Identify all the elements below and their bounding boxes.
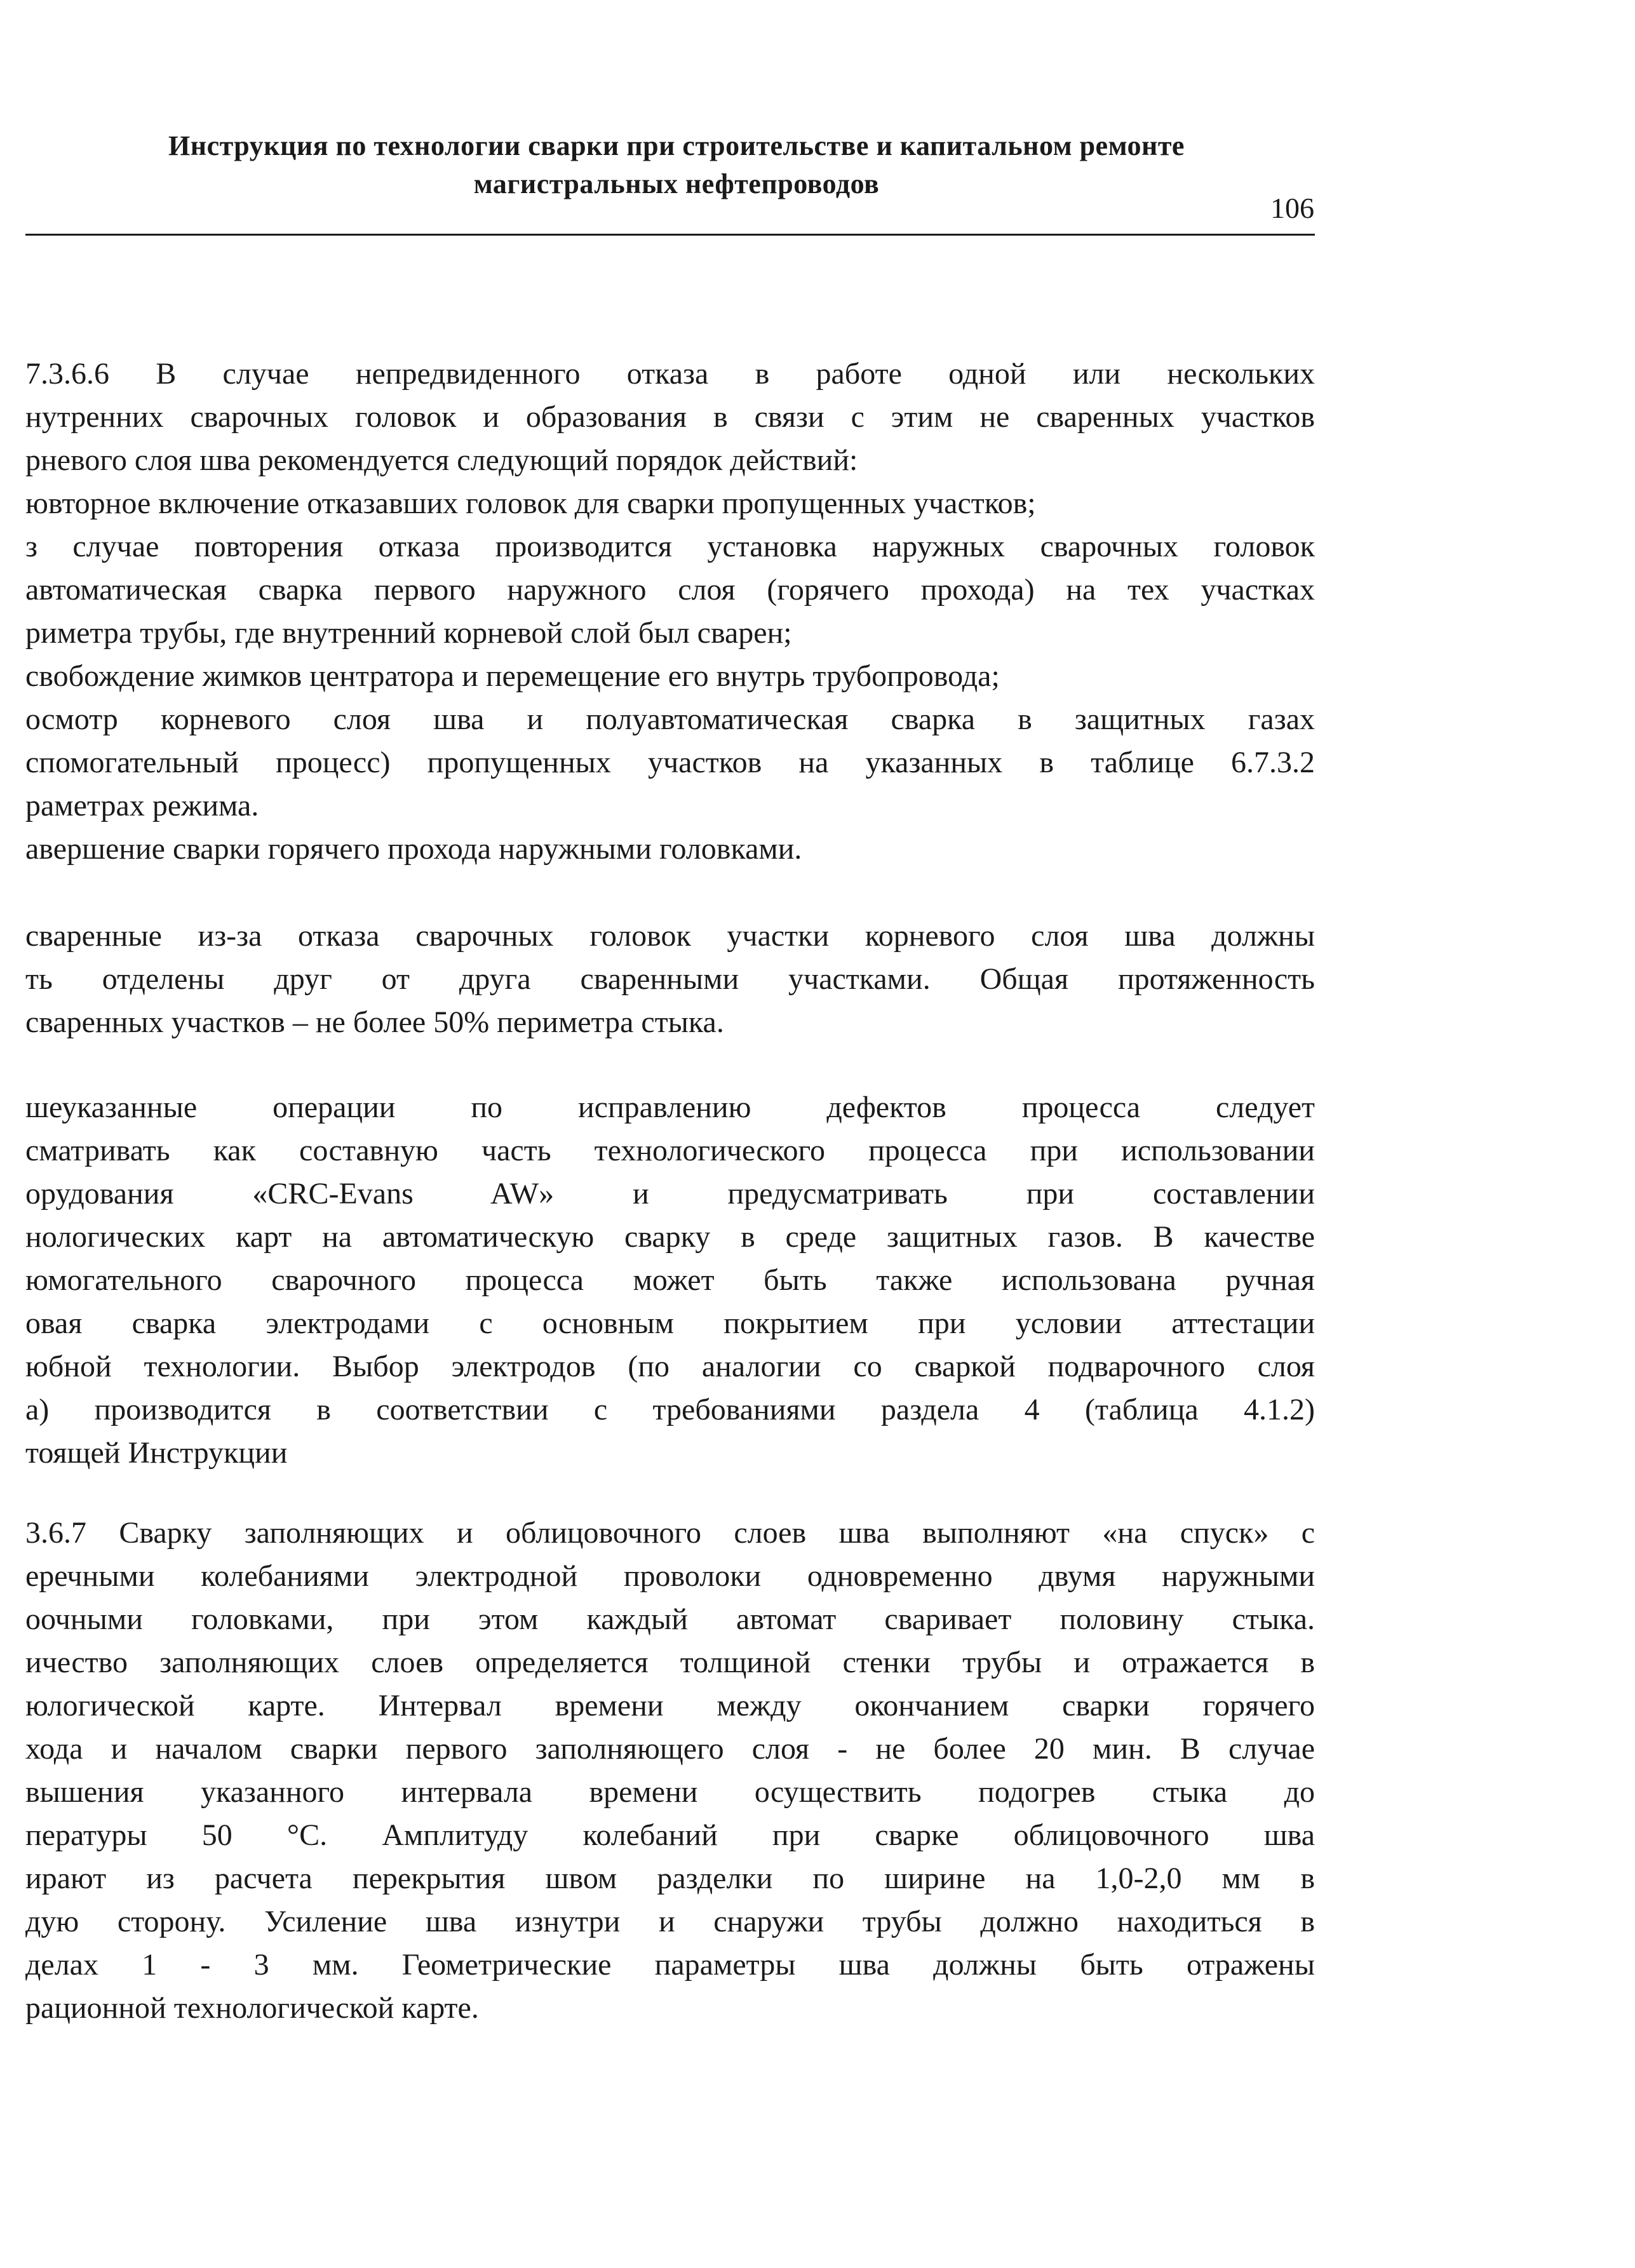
- text-line: тоящей Инструкции: [25, 1436, 288, 1470]
- header-divider: [25, 234, 1315, 236]
- text-line: овая сварка электродами с основным покрытием при условии аттестации: [25, 1306, 1315, 1340]
- text-line: а) производится в соответствии с требованиями раздела 4 (таблица 4.1.2): [25, 1393, 1315, 1426]
- text-line: хода и началом сварки первого заполняющего слоя - не более 20 мин. В случае: [25, 1732, 1315, 1766]
- paragraph-repair-operations: [25, 1086, 1315, 1475]
- text-line: оочными головками, при этом каждый автомат сваривает половину стыка.: [25, 1602, 1315, 1636]
- text-line: раметрах режима.: [25, 789, 259, 822]
- text-line: ирают из расчета перекрытия швом разделки по ширине на 1,0-2,0 мм в: [25, 1862, 1315, 1895]
- text-line: пературы 50 °С. Амплитуду колебаний при сварке облицовочного шва: [25, 1818, 1315, 1852]
- text-line: ть отделены друг от друга сваренными участками. Общая протяженность: [25, 962, 1315, 996]
- text-line: 3.6.7 Сварку заполняющих и облицовочного слоев шва выполняют «на спуск» с: [25, 1516, 1315, 1550]
- text-line: сваренные из-за отказа сварочных головок участки корневого слоя шва должны: [25, 919, 1315, 953]
- text-line: риметра трубы, где внутренний корневой слой был сварен;: [25, 616, 792, 650]
- text-line: делах 1 - 3 мм. Геометрические параметры шва должны быть отражены: [25, 1948, 1315, 1982]
- text-line: юбной технологии. Выбор электродов (по аналогии со сваркой подварочного слоя: [25, 1350, 1315, 1383]
- text-line: автоматическая сварка первого наружного слоя (горячего прохода) на тех участках: [25, 573, 1315, 607]
- text-line: еречными колебаниями электродной проволоки одновременно двумя наружными: [25, 1559, 1315, 1593]
- text-line: спомогательный процесс) пропущенных участков на указанных в таблице 6.7.3.2: [25, 746, 1315, 779]
- text-line: рационной технологической карте.: [25, 1991, 479, 2025]
- paragraph-unwelded-sections: [25, 915, 1315, 1044]
- text-line: шеуказанные операции по исправлению дефектов процесса следует: [25, 1090, 1315, 1124]
- header-title-line-2: магистральных нефтепроводов: [473, 168, 880, 199]
- text-line: осмотр корневого слоя шва и полуавтоматическая сварка в защитных газах: [25, 702, 1315, 736]
- paragraph-7-3-6-6: [25, 352, 1315, 871]
- text-line: нутренних сварочных головок и образования в связи с этим не сваренных участков: [25, 400, 1315, 434]
- text-line: юлогической карте. Интервал времени между окончанием сварки горячего: [25, 1689, 1315, 1722]
- text-line: дую сторону. Усиление шва изнутри и снаружи трубы должно находиться в: [25, 1905, 1315, 1938]
- text-line: сваренных участков – не более 50% периметра стыка.: [25, 1005, 724, 1039]
- text-line: з случае повторения отказа производится установка наружных сварочных головок: [25, 530, 1315, 563]
- text-line: нологических карт на автоматическую сварку в среде защитных газов. В качестве: [25, 1220, 1315, 1254]
- page-number: 106: [1270, 192, 1314, 224]
- text-line: 7.3.6.6 В случае непредвиденного отказа в работе одной или нескольких: [25, 357, 1315, 391]
- text-line: вышения указанного интервала времени осуществить подогрев стыка до: [25, 1775, 1315, 1809]
- text-line: свобождение жимков центратора и перемещение его внутрь трубопровода;: [25, 659, 1000, 693]
- document-header-title: [89, 127, 1264, 203]
- text-line: сматривать как составную часть технологического процесса при использовании: [25, 1134, 1315, 1167]
- header-title-line-1: Инструкция по технологии сварки при строительстве и капитальном ремонте: [168, 130, 1185, 161]
- paragraph-7-3-6-7: [25, 1512, 1315, 2030]
- text-line: ювторное включение отказавших головок для сварки пропущенных участков;: [25, 486, 1036, 520]
- text-line: авершение сварки горячего прохода наружными головками.: [25, 832, 802, 866]
- text-line: орудования «CRC-Evans AW» и предусматривать при составлении: [25, 1177, 1315, 1211]
- text-line: ичество заполняющих слоев определяется толщиной стенки трубы и отражается в: [25, 1646, 1315, 1679]
- text-line: рневого слоя шва рекомендуется следующий порядок действий:: [25, 443, 858, 477]
- text-line: юмогательного сварочного процесса может быть также использована ручная: [25, 1263, 1315, 1297]
